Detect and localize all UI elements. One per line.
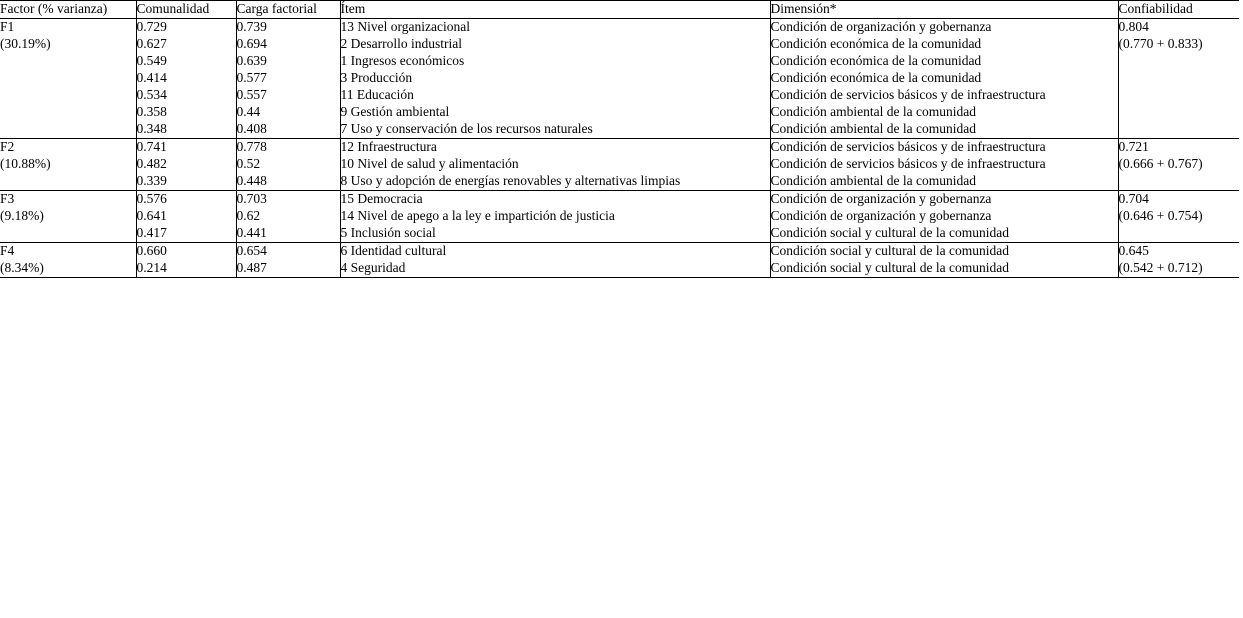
cell-carga-factorial: 0.557	[236, 87, 340, 104]
cell-carga-factorial: 0.694	[236, 36, 340, 53]
cell-carga-factorial: 0.441	[236, 225, 340, 243]
cell-confiabilidad-detail: (0.666 + 0.767)	[1118, 156, 1239, 173]
cell-comunalidad: 0.729	[136, 19, 236, 36]
table-row	[0, 156, 1239, 173]
table-row	[0, 70, 1239, 87]
cell-confiabilidad-detail: (0.542 + 0.712)	[1118, 260, 1239, 278]
cell-dimension: Condición social y cultural de la comunidad	[770, 260, 1118, 278]
cell-carga-factorial: 0.577	[236, 70, 340, 87]
cell-dimension: Condición económica de la comunidad	[770, 70, 1118, 87]
cell-item: 15 Democracia	[340, 191, 770, 208]
factor-spacer	[0, 173, 136, 191]
cell-comunalidad: 0.339	[136, 173, 236, 191]
cell-carga-factorial: 0.487	[236, 260, 340, 278]
factor-label: F3	[0, 191, 15, 206]
cell-comunalidad: 0.414	[136, 70, 236, 87]
cell-item: 4 Seguridad	[340, 260, 770, 278]
table-row	[0, 53, 1239, 70]
factor-variance: (8.34%)	[0, 260, 44, 275]
cell-dimension: Condición de organización y gobernanza	[770, 19, 1118, 36]
factor-label: F4	[0, 243, 15, 258]
factor-spacer	[0, 104, 136, 121]
cell-dimension: Condición ambiental de la comunidad	[770, 173, 1118, 191]
factor-variance: (9.18%)	[0, 208, 44, 223]
cell-item: 9 Gestión ambiental	[340, 104, 770, 121]
cell-dimension: Condición social y cultural de la comunidad	[770, 243, 1118, 260]
cell-dimension: Condición de organización y gobernanza	[770, 208, 1118, 225]
table-row	[0, 191, 1239, 208]
cell-item: 10 Nivel de salud y alimentación	[340, 156, 770, 173]
cell-dimension: Condición de servicios básicos y de infraestructura	[770, 139, 1118, 156]
cell-item: 7 Uso y conservación de los recursos naturales	[340, 121, 770, 139]
cell-item: 13 Nivel organizacional	[340, 19, 770, 36]
column-header-confiabilidad: Confiabilidad	[1118, 1, 1239, 19]
table-row	[0, 243, 1239, 260]
cell-comunalidad: 0.482	[136, 156, 236, 173]
cell-confiabilidad: 0.804	[1118, 19, 1239, 36]
cell-comunalidad: 0.549	[136, 53, 236, 70]
cell-confiabilidad-spacer	[1118, 173, 1239, 191]
factor-spacer	[0, 53, 136, 70]
cell-confiabilidad: 0.704	[1118, 191, 1239, 208]
cell-comunalidad: 0.576	[136, 191, 236, 208]
cell-carga-factorial: 0.44	[236, 104, 340, 121]
column-header-comunalidad: Comunalidad	[136, 1, 236, 19]
cell-item: 2 Desarrollo industrial	[340, 36, 770, 53]
cell-item: 1 Ingresos económicos	[340, 53, 770, 70]
cell-item: 8 Uso y adopción de energías renovables y alternativas limpias	[340, 173, 770, 191]
factor-label: F2	[0, 139, 15, 154]
table-row	[0, 36, 1239, 53]
cell-comunalidad: 0.534	[136, 87, 236, 104]
cell-dimension: Condición ambiental de la comunidad	[770, 104, 1118, 121]
cell-carga-factorial: 0.778	[236, 139, 340, 156]
cell-dimension: Condición económica de la comunidad	[770, 53, 1118, 70]
column-header-item: Ítem	[340, 1, 770, 19]
cell-confiabilidad: 0.721	[1118, 139, 1239, 156]
cell-dimension: Condición ambiental de la comunidad	[770, 121, 1118, 139]
cell-confiabilidad-spacer	[1118, 121, 1239, 139]
column-header-factor: Factor (% varianza)	[0, 1, 108, 16]
factor-variance: (10.88%)	[0, 156, 51, 171]
cell-carga-factorial: 0.654	[236, 243, 340, 260]
cell-carga-factorial: 0.739	[236, 19, 340, 36]
cell-confiabilidad-detail: (0.646 + 0.754)	[1118, 208, 1239, 225]
table-header	[0, 1, 1239, 20]
table-body	[0, 19, 1239, 278]
table-row	[0, 104, 1239, 121]
cell-dimension: Condición social y cultural de la comunidad	[770, 225, 1118, 243]
cell-item: 3 Producción	[340, 70, 770, 87]
cell-confiabilidad-spacer	[1118, 70, 1239, 87]
cell-comunalidad: 0.660	[136, 243, 236, 260]
cell-confiabilidad-spacer	[1118, 53, 1239, 70]
cell-item: 6 Identidad cultural	[340, 243, 770, 260]
cell-carga-factorial: 0.52	[236, 156, 340, 173]
table-row	[0, 208, 1239, 225]
cell-confiabilidad-spacer	[1118, 104, 1239, 121]
cell-item: 11 Educación	[340, 87, 770, 104]
table-row	[0, 173, 1239, 191]
factor-spacer	[0, 225, 136, 243]
cell-comunalidad: 0.641	[136, 208, 236, 225]
header-row	[0, 1, 1239, 19]
cell-comunalidad: 0.627	[136, 36, 236, 53]
cell-confiabilidad-spacer	[1118, 87, 1239, 104]
cell-item: 5 Inclusión social	[340, 225, 770, 243]
cell-confiabilidad: 0.645	[1118, 243, 1239, 260]
table-row	[0, 260, 1239, 278]
cell-comunalidad: 0.348	[136, 121, 236, 139]
cell-carga-factorial: 0.639	[236, 53, 340, 70]
cell-dimension: Condición económica de la comunidad	[770, 36, 1118, 53]
table-bottom-rule	[0, 278, 1239, 279]
factor-label: F1	[0, 19, 15, 34]
cell-carga-factorial: 0.408	[236, 121, 340, 139]
column-header-carga-factorial: Carga factorial	[236, 1, 340, 19]
cell-dimension: Condición de organización y gobernanza	[770, 191, 1118, 208]
table-row	[0, 87, 1239, 104]
cell-carga-factorial: 0.703	[236, 191, 340, 208]
factor-spacer	[0, 70, 136, 87]
cell-confiabilidad-spacer	[1118, 225, 1239, 243]
table-row	[0, 139, 1239, 156]
cell-carga-factorial: 0.62	[236, 208, 340, 225]
cell-comunalidad: 0.214	[136, 260, 236, 278]
cell-confiabilidad-detail: (0.770 + 0.833)	[1118, 36, 1239, 53]
table-row	[0, 121, 1239, 139]
column-header-dimension: Dimensión*	[770, 1, 1118, 19]
cell-comunalidad: 0.741	[136, 139, 236, 156]
cell-comunalidad: 0.358	[136, 104, 236, 121]
cell-carga-factorial: 0.448	[236, 173, 340, 191]
cell-item: 12 Infraestructura	[340, 139, 770, 156]
cell-dimension: Condición de servicios básicos y de infraestructura	[770, 87, 1118, 104]
cell-comunalidad: 0.417	[136, 225, 236, 243]
factor-spacer	[0, 87, 136, 104]
factor-spacer	[0, 121, 136, 139]
cell-dimension: Condición de servicios básicos y de infraestructura	[770, 156, 1118, 173]
cell-item: 14 Nivel de apego a la ley e impartición de justicia	[340, 208, 770, 225]
table-row	[0, 19, 1239, 36]
factor-analysis-table	[0, 0, 1239, 278]
factor-variance: (30.19%)	[0, 36, 51, 51]
table-row	[0, 225, 1239, 243]
